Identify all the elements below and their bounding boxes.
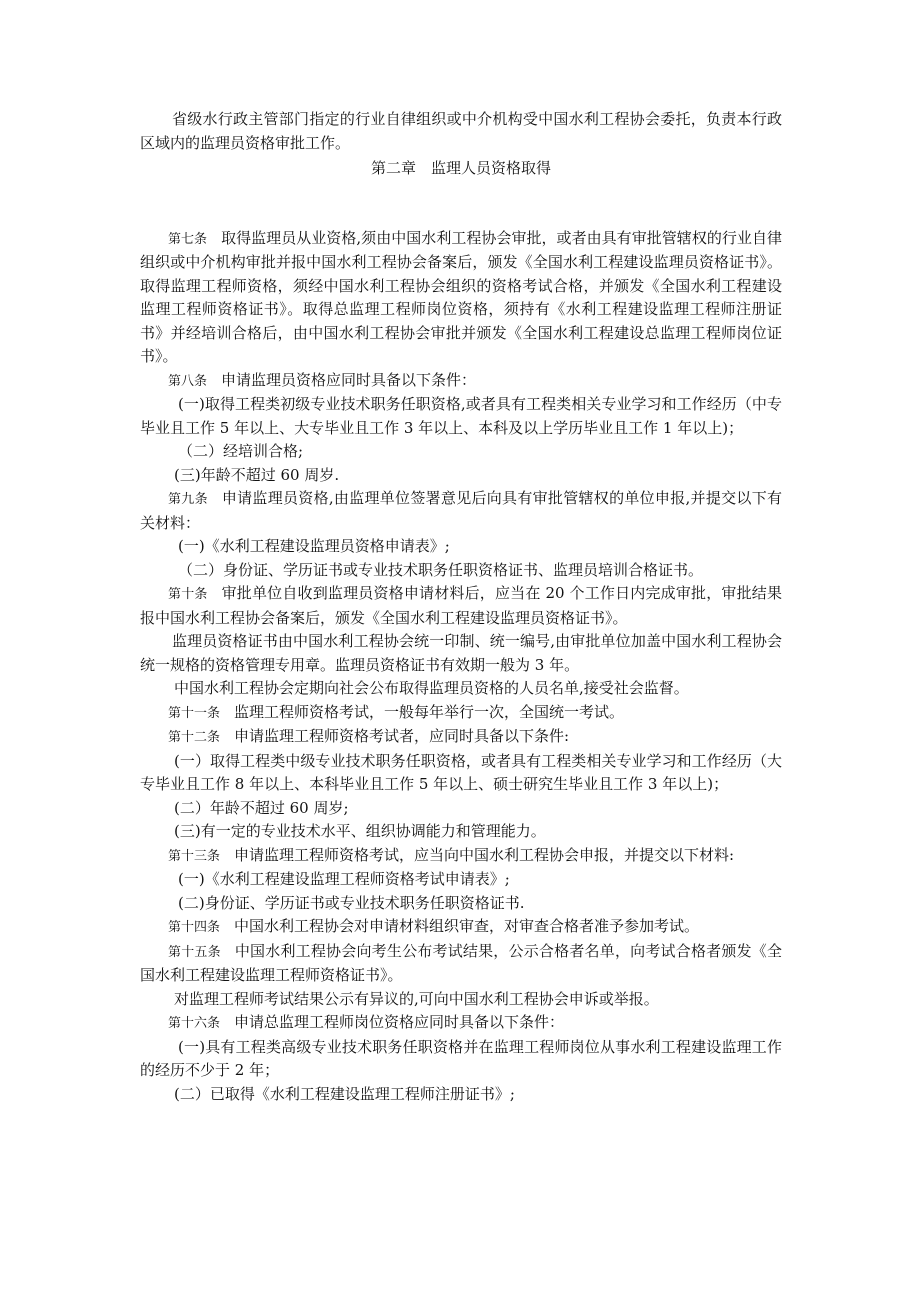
article-15 [140,940,782,988]
article-text: 中国水利工程协会向考生公布考试结果，公示合格者名单，向考试合格者颁发《全国水利工程建设监理工程师资格证书》。 [140,941,782,984]
article-text: 取得监理员从业资格,须由中国水利工程协会审批，或者由具有审批管辖权的行业自律组织或中介机构审批并报中国水利工程协会备案后，颁发《全国水利工程建设监理员资格证书》。取得监理工程师资格，须经中国水利工程协会组织的资格考试合格，并颁发《全国水利工程建设监理工程师资格证书》。取得总监理工程师岗位资格，须持有《水利工程建设监理工程师注册证书》并经培训合格后，由中国水利工程协会审批并颁发《全国水利工程建设总监理工程师岗位证书》。 [140,228,782,365]
article-13 [140,844,782,869]
article-13-item-2: (二)身份证、学历证书或专业技术职务任职资格证书. [178,893,525,912]
article-label: 第十六条 [168,1016,221,1031]
article-12-item-2: (二）年龄不超过 60 周岁; [174,798,349,817]
article-text: 申请监理工程师资格考试，应当向中国水利工程协会申报，并提交以下材料: [234,845,735,864]
article-8 [140,369,782,394]
article-label: 第九条 [168,492,208,507]
article-16-item-1: (一)具有工程类高级专业技术职务任职资格并在监理工程师岗位从事水利工程建设监理工作的经历不少于 2 年； [140,1037,782,1079]
article-8-item-1: (一)取得工程类初级专业技术职务任职资格,或者具有工程类相关专业学习和工作经历（中专毕业且工作 5 年以上、大专毕业且工作 3 年以上、本科及以上学历毕业且工作 1 年以上)； [140,395,782,437]
article-text: 审批单位自收到监理员资格申请材料后，应当在 20 个工作日内完成审批，审批结果报中国水利工程协会备案后，颁发《全国水利工程建设监理员资格证书》。 [140,584,782,627]
article-15-paragraph-2: 对监理工程师考试结果公示有异议的,可向中国水利工程协会申诉或举报。 [174,989,659,1008]
article-10-paragraph-3: 中国水利工程协会定期向社会公布取得监理员资格的人员名单,接受社会监督。 [174,679,689,697]
article-8-item-2: （二）经培训合格; [178,442,304,460]
article-16-item-2: (二）已取得《水利工程建设监理工程师注册证书》; [174,1084,515,1103]
article-text: 申请监理员资格,由监理单位签署意见后向具有审批管辖权的单位申报,并提交以下有关材料： [140,489,782,532]
article-label: 第十条 [168,587,208,602]
article-text: 申请总监理工程师岗位资格应同时具备以下条件： [234,1013,565,1031]
article-9-item-1: (一)《水利工程建设监理员资格申请表》; [178,537,450,555]
article-14 [140,915,782,940]
article-10 [140,582,782,630]
article-12 [140,725,782,750]
chapter-title: 第二章 监理人员资格取得 [370,159,551,177]
article-10-paragraph-2: 监理员资格证书由中国水利工程协会统一印制、统一编号,由审批单位加盖中国水利工程协会统一规格的资格管理专用章。监理员资格证书有效期一般为 3 年。 [140,632,782,674]
article-label: 第十五条 [168,944,221,960]
article-label: 第十四条 [168,920,221,935]
article-text: 监理工程师资格考试，一般每年举行一次，全国统一考试。 [234,702,625,721]
article-13-item-1: (一)《水利工程建设监理工程师资格考试申请表》; [178,870,510,888]
article-12-item-1: (一）取得工程类中级专业技术职务任职资格，或者具有工程类相关专业学习和工作经历（大专毕业且工作 8 年以上、本科毕业且工作 5 年以上、硕士研究生毕业且工作 3 年以上)； [140,751,782,793]
article-label: 第十三条 [168,848,221,864]
article-text: 申请监理员资格应同时具备以下条件： [221,370,477,389]
document-page [140,108,782,1106]
article-9 [140,487,782,535]
article-label: 第八条 [168,373,208,389]
article-label: 第十二条 [168,730,221,745]
article-12-item-3: (三)有一定的专业技术水平、组织协调能力和管理能力。 [174,822,546,840]
spacer [140,181,782,227]
article-label: 第十一条 [168,705,221,721]
article-16 [140,1011,782,1036]
article-7 [140,227,782,369]
article-text: 中国水利工程协会对申请材料组织审查，对审查合格者准予参加考试。 [234,917,700,935]
article-label: 第七条 [168,231,208,247]
article-11 [140,701,782,726]
intro-paragraph: 省级水行政主管部门指定的行业自律组织或中介机构受中国水利工程协会委托，负责本行政区域内的监理员资格审批工作。 [140,110,782,152]
article-9-item-2: （二）身份证、学历证书或专业技术职务任职资格证书、监理员培训合格证书。 [178,560,704,579]
article-text: 申请监理工程师资格考试者，应同时具备以下条件: [234,727,570,745]
article-8-item-3: (三)年龄不超过 60 周岁. [174,465,340,484]
